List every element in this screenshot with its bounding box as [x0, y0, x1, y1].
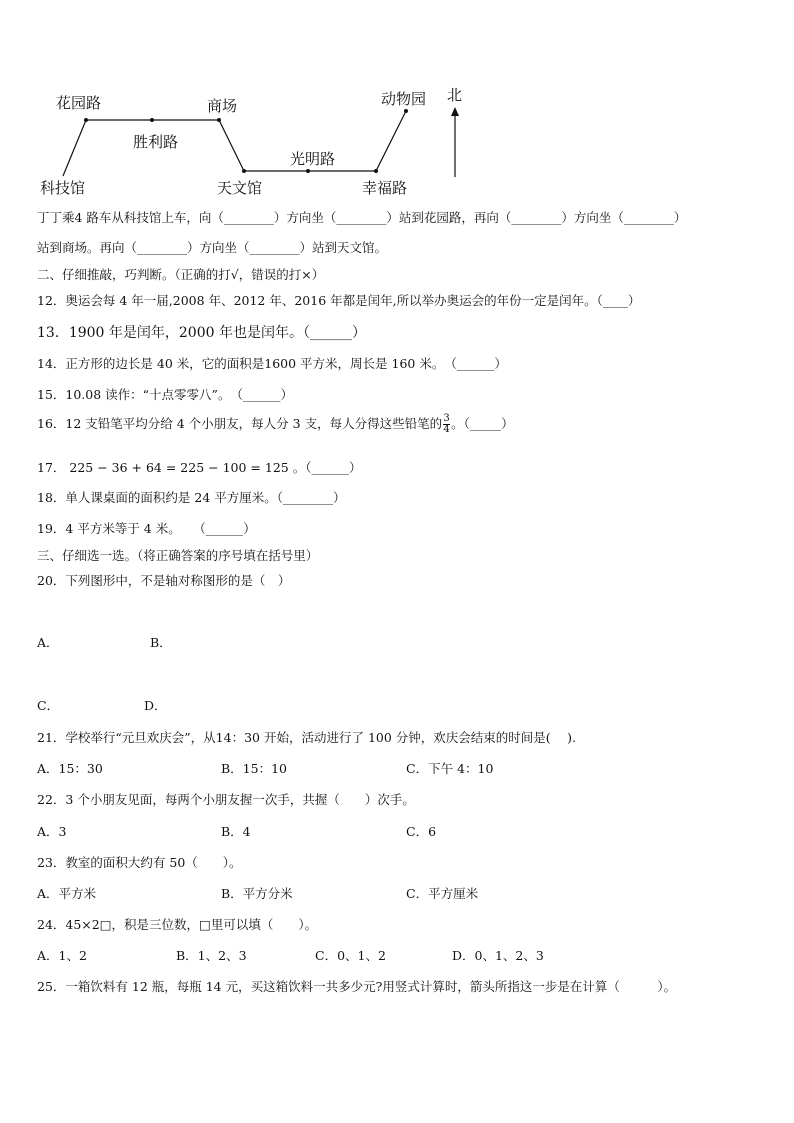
map-label-shangchang: 商场: [207, 97, 238, 115]
section-2-heading: 二、仔细推敲，巧判断。（正确的打√，错误的打×）: [37, 267, 325, 282]
map-label-tianwenguan: 天文馆: [217, 179, 263, 197]
section-3-heading: 三、仔细选一选。（将正确答案的序号填在括号里）: [37, 548, 319, 563]
question-22: 22．3 个小朋友见面，每两个小朋友握一次手，共握（ ）次手。: [37, 792, 415, 807]
question-18: 18．单人课桌面的面积约是 24 平方厘米。（________）: [37, 490, 346, 505]
route-point: [217, 118, 221, 122]
question-15: 15．10.08 读作：“十点零零八”。 （______）: [37, 387, 293, 402]
question-16-text: 16．12 支铅笔平均分给 4 个小朋友，每人分 3 支，每人分得这些铅笔的: [37, 416, 443, 431]
question-20-option-a: A．: [37, 635, 59, 650]
route-point: [306, 169, 310, 173]
question-24-option-c: C．0、1、2: [315, 948, 386, 963]
map-label-kejiguan: 科技馆: [40, 179, 86, 197]
question-16: [37, 414, 514, 435]
route-question-line1: 丁丁乘4 路车从科技馆上车，向（________）方向坐（________）站到花园路，再向（________）方向坐（________）: [37, 210, 687, 225]
question-17: 17． 225 − 36 + 64 = 225 − 100 = 125 。（______）: [37, 460, 362, 475]
north-arrow-head: [451, 107, 459, 116]
question-24-option-a: A．1、2: [37, 948, 87, 963]
route-point: [84, 118, 88, 122]
question-22-option-c: C．6: [406, 824, 437, 839]
fraction-three-quarters: [443, 414, 450, 435]
fraction-denominator: 4: [443, 424, 450, 435]
map-label-shenglilu: 胜利路: [133, 133, 179, 151]
question-19: 19．4 平方米等于 4 米。 （______）: [37, 521, 256, 536]
bus-route-line: [63, 111, 406, 176]
question-20-option-b: B．: [150, 635, 172, 650]
route-point: [374, 169, 378, 173]
map-label-north: 北: [447, 86, 463, 104]
question-20-option-d: D．: [144, 698, 167, 713]
route-point: [242, 169, 246, 173]
question-23: 23．教室的面积大约有 50（ ）。: [37, 855, 242, 870]
question-20: 20．下列图形中，不是轴对称图形的是（ ）: [37, 573, 291, 588]
question-12: 12．奥运会每 4 年一届,2008 年、2012 年、2016 年都是闰年,所以举办奥运会的年份一定是闰年。（____）: [37, 293, 641, 308]
map-label-dongwuyuan: 动物园: [381, 90, 427, 108]
question-20-option-c: C．: [37, 698, 60, 713]
fraction-numerator: 3: [443, 413, 450, 424]
question-21-option-c: C．下午 4：10: [406, 761, 494, 776]
question-23-option-a: A．平方米: [37, 886, 97, 901]
map-label-guangminglu: 光明路: [290, 150, 336, 168]
question-22-option-b: B．4: [221, 824, 251, 839]
question-21: 21．学校举行“元旦欢庆会”，从14：30 开始，活动进行了 100 分钟，欢庆会结束的时间是( ).: [37, 730, 576, 745]
question-24: 24．45×2□，积是三位数，□里可以填（ ）。: [37, 917, 318, 932]
question-22-option-a: A．3: [37, 824, 67, 839]
question-23-option-b: B．平方分米: [221, 886, 293, 901]
question-21-option-a: A．15：30: [37, 761, 103, 776]
question-23-option-c: C．平方厘米: [406, 886, 479, 901]
route-point: [150, 118, 154, 122]
question-13: 13．1900 年是闰年，2000 年也是闰年。（______）: [37, 325, 366, 341]
question-24-option-b: B．1、2、3: [176, 948, 247, 963]
question-24-option-d: D．0、1、2、3: [452, 948, 544, 963]
route-question-line2: 站到商场。再向（________）方向坐（________）站到天文馆。: [37, 240, 388, 255]
route-point: [404, 109, 408, 113]
map-label-huayuanlu: 花园路: [56, 94, 102, 112]
map-label-xingfulu: 幸福路: [362, 179, 408, 197]
question-25: 25．一箱饮料有 12 瓶，每瓶 14 元，买这箱饮料一共多少元?用竖式计算时，箭头所指这一步是在计算（ ）。: [37, 979, 677, 994]
question-16-blank: 。（_____）: [451, 416, 514, 431]
question-21-option-b: B．15：10: [221, 761, 287, 776]
question-14: 14．正方形的边长是 40 米，它的面积是1600 平方米，周长是 160 米。 （______）: [37, 356, 507, 371]
